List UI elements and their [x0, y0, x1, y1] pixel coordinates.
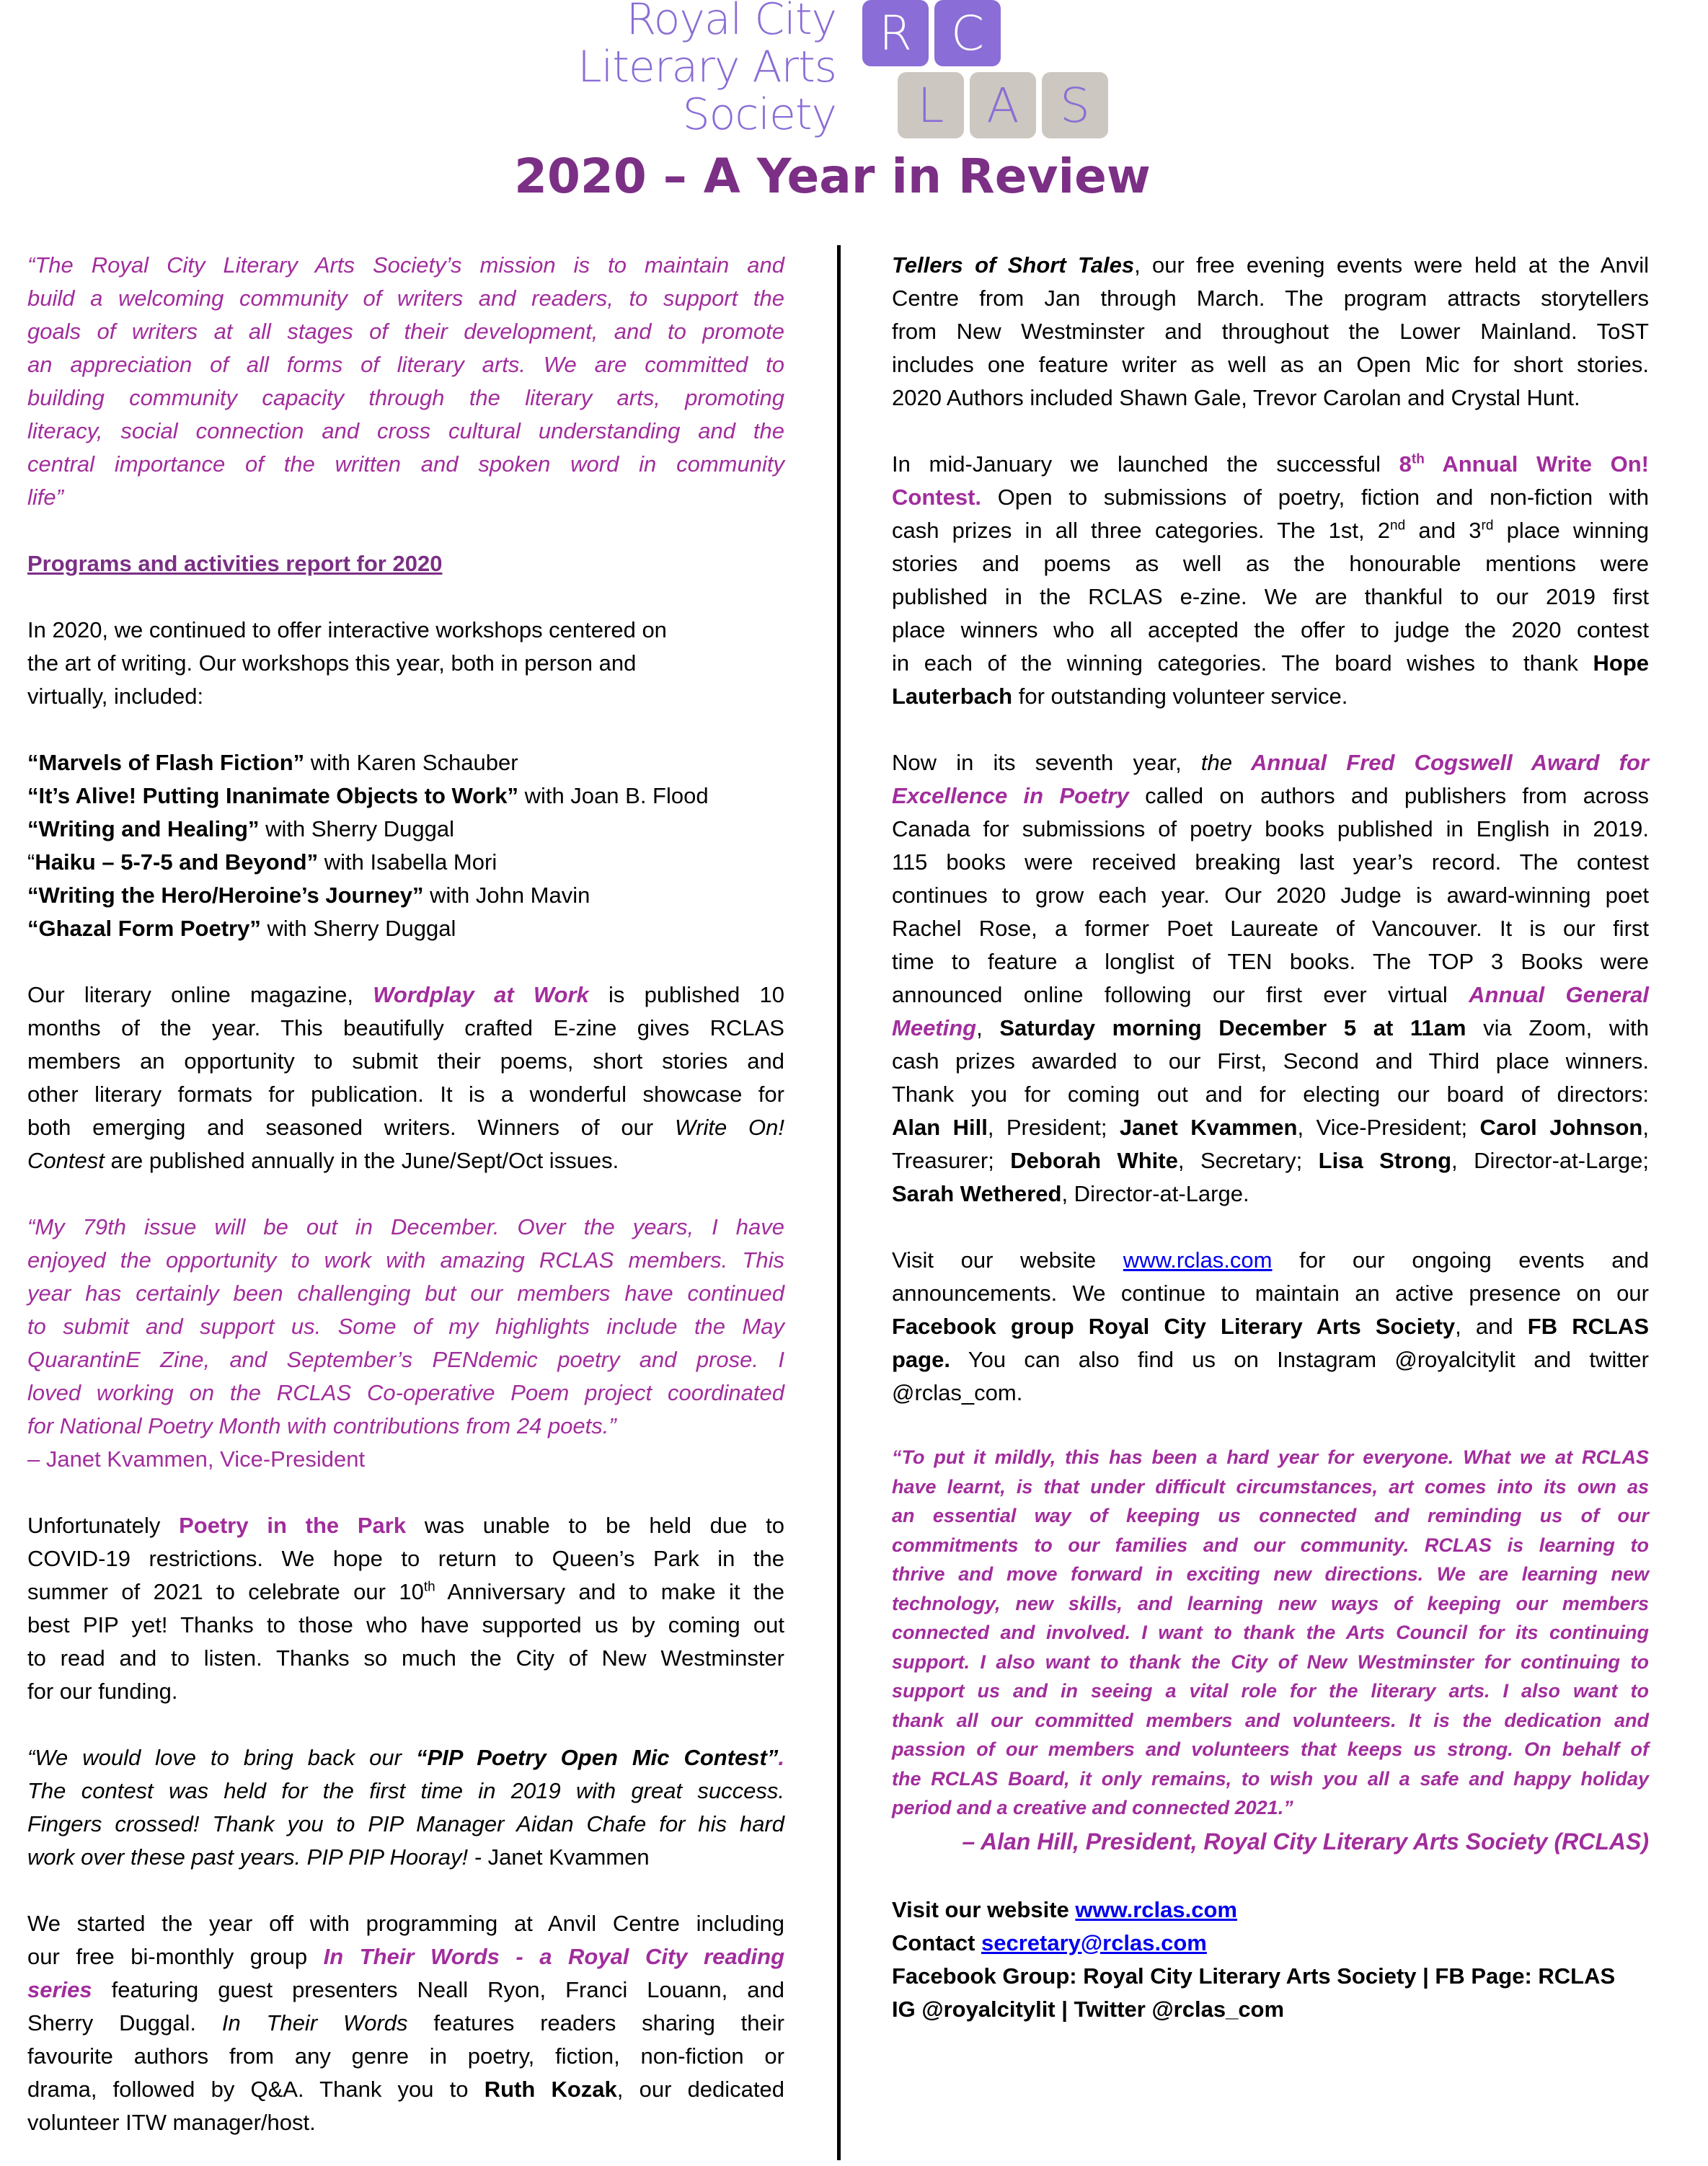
- quote-line: enjoyed the opportunity to work with amazing RCLAS members. This: [27, 1247, 784, 1273]
- workshop-presenter: with Joan B. Flood: [518, 783, 709, 808]
- paragraph-line: 115 books were received breaking last year’s record. The contest: [892, 849, 1649, 875]
- workshop-title: “Marvels of Flash Fiction”: [27, 750, 305, 775]
- quote-line: support us and in seeing a vital role for the literary arts. I also want to: [892, 1680, 1649, 1702]
- text: work over these past years. PIP PIP Hooray! -: [27, 1844, 488, 1870]
- quote-line: [27, 1841, 784, 1874]
- board-member-name: Alan Hill: [892, 1115, 988, 1140]
- quote-line: to submit and support us. Some of my highlights include the May: [27, 1314, 784, 1339]
- board-line: [892, 1177, 1649, 1211]
- paragraph-line: [27, 1940, 784, 1973]
- workshop-title: “Ghazal Form Poetry”: [27, 916, 261, 941]
- logo-tile-l: L: [898, 72, 964, 138]
- section-heading: [27, 547, 784, 580]
- text: place winning: [1493, 518, 1649, 543]
- text: In mid-January we launched the successful: [892, 451, 1399, 477]
- quote-line: passion of our members and volunteers that keeps us strong. On behalf of: [892, 1738, 1649, 1760]
- board-member-role: , Director-at-Large.: [1061, 1181, 1249, 1206]
- quote-line: have learnt, is that under difficult circumstances, art comes into its own as: [892, 1475, 1649, 1498]
- workshop-title: “Writing the Hero/Heroine’s Journey”: [27, 883, 424, 908]
- itw-paragraph: [27, 1907, 784, 2139]
- text: both emerging and seasoned writers. Winners of our: [27, 1115, 675, 1140]
- volunteer-name: Lauterbach: [892, 684, 1013, 709]
- text: drama, followed by Q&A. Thank you to: [27, 2077, 484, 2102]
- workshop-title: Haiku – 5-7-5 and Beyond”: [35, 849, 319, 875]
- paragraph-line: [27, 1575, 784, 1609]
- text: ,: [976, 1015, 1000, 1040]
- text: .: [778, 1745, 784, 1770]
- text: features readers sharing their: [407, 2010, 784, 2035]
- paragraph-line: [892, 1012, 1649, 1045]
- text: Our literary online magazine,: [27, 982, 373, 1007]
- logo-line: Society: [682, 89, 836, 140]
- quote-line: support. I also want to thank the City of New Westminster for continuing to: [892, 1650, 1649, 1673]
- paragraph-line: volunteer ITW manager/host.: [27, 2110, 316, 2135]
- mission-line: life”: [27, 485, 63, 510]
- paragraph-line: from New Westminster and throughout the Lower Mainland. ToST: [892, 319, 1649, 344]
- paragraph-line: continues to grow each year. Our 2020 Judge is award-winning poet: [892, 883, 1649, 908]
- quote-line: period and a creative and connected 2021.”: [892, 1797, 1293, 1818]
- pip-quote: [27, 1741, 784, 1874]
- paragraph-line: [892, 978, 1649, 1012]
- quote-attribution: – Janet Kvammen, Vice-President: [27, 1446, 366, 1472]
- quote-line: for National Poetry Month with contributions from 24 poets.”: [27, 1413, 616, 1438]
- paragraph-line: stories and poems as well as the honourable mentions were: [892, 551, 1649, 576]
- board-member-role: , Secretary;: [1177, 1148, 1319, 1173]
- workshop-item: [27, 912, 784, 945]
- mission-statement: [27, 249, 784, 514]
- logo-tile-c: C: [934, 0, 1001, 66]
- paragraph-line: place winners who all accepted the offer to judge the 2020 contest: [892, 617, 1649, 642]
- ordinal-suffix: nd: [1390, 518, 1406, 534]
- paragraph-line: [27, 2073, 784, 2106]
- workshop-presenter: with Isabella Mori: [318, 849, 497, 875]
- logo-tile-r: R: [862, 0, 929, 66]
- ordinal-suffix: th: [1411, 451, 1425, 467]
- board-member-role: , President;: [987, 1115, 1120, 1140]
- paragraph-line: [27, 1973, 784, 2007]
- magazine-paragraph: [27, 978, 784, 1177]
- volunteer-name: Hope: [1593, 650, 1649, 676]
- workshop-item: [27, 846, 784, 879]
- workshop-presenter: with Sherry Duggal: [260, 916, 456, 941]
- meeting-name: Annual General: [1469, 982, 1649, 1007]
- text: cash prizes in all three categories. The 1st, 2: [892, 518, 1391, 543]
- workshop-title: “It’s Alive! Putting Inanimate Objects to Work”: [27, 783, 518, 808]
- board-member-role: , Vice-President;: [1297, 1115, 1480, 1140]
- paragraph-line: [892, 448, 1649, 481]
- writeon-paragraph: [892, 448, 1649, 713]
- event-name: Poetry in the Park: [179, 1513, 407, 1538]
- workshops-intro: [27, 614, 784, 713]
- quote-line: an essential way of keeping us connected and reminding us of our: [892, 1505, 1649, 1526]
- paragraph-line: [27, 1144, 784, 1177]
- text: Anniversary and to make it the: [435, 1579, 784, 1604]
- paragraph-line: @rclas_com.: [892, 1380, 1023, 1405]
- paragraph-line: [892, 1310, 1649, 1343]
- text: announced online following our first ever virtual: [892, 982, 1469, 1007]
- text: are published annually in the June/Sept/Oct issues.: [104, 1148, 619, 1173]
- paragraph-line: cash prizes awarded to our First, Second and Third place winners.: [892, 1048, 1649, 1074]
- logo-tile-s: S: [1042, 72, 1108, 138]
- paragraph-line: [892, 249, 1649, 282]
- text: Visit our website: [892, 1896, 1076, 1922]
- quote-line: “My 79th issue will be out in December. Over the years, I have: [27, 1214, 784, 1239]
- paragraph-line: [892, 1244, 1649, 1277]
- paragraph-line: to read and to listen. Thanks so much the City of New Westminster: [27, 1645, 784, 1671]
- paragraph-line: best PIP yet! Thanks to those who have supported us by coming out: [27, 1612, 784, 1637]
- workshop-item: [27, 779, 784, 813]
- text: Contact: [892, 1929, 981, 1955]
- paragraph-line: [892, 514, 1649, 547]
- facebook-group: Facebook group Royal City Literary Arts Society: [892, 1314, 1456, 1339]
- president-signature: – Alan Hill, President, Royal City Literary Arts Society (RCLAS): [962, 1828, 1649, 1855]
- cogswell-paragraph: [892, 746, 1649, 1211]
- website-paragraph: [892, 1244, 1649, 1410]
- paragraph-line: Centre from Jan through March. The program attracts storytellers: [892, 286, 1649, 311]
- paragraph-line: other literary formats for publication. It is a wonderful showcase for: [27, 1082, 784, 1107]
- paragraph-line: [27, 1509, 784, 1542]
- meeting-date: Saturday morning December 5 at 11am: [999, 1015, 1466, 1040]
- logo-wordmark: [578, 0, 836, 138]
- text: our free bi-monthly group: [27, 1944, 324, 1969]
- quote-line: year has certainly been challenging but our members have continued: [27, 1281, 784, 1306]
- workshop-presenter: with Sherry Duggal: [259, 816, 455, 841]
- mission-line: building community capacity through the literary arts, promoting: [27, 385, 784, 410]
- contact-website: [892, 1893, 1649, 1927]
- intro-line: the art of writing. Our workshops this year, both in person and: [27, 650, 637, 676]
- website-link[interactable]: www.rclas.com: [1123, 1247, 1273, 1273]
- quote-line: commitments to our families and our community. RCLAS is learning to: [892, 1534, 1649, 1556]
- mission-line: “The Royal City Literary Arts Society’s mission is to maintain and: [27, 252, 784, 278]
- paragraph-line: published in the RCLAS e-zine. We are thankful to our 2019 first: [892, 584, 1649, 609]
- mission-line: an appreciation of all forms of literary arts. We are committed to: [27, 352, 784, 377]
- president-quote: [892, 1443, 1649, 1823]
- series-name: series: [27, 1977, 92, 2002]
- workshop-presenter: with Karen Schauber: [304, 750, 518, 775]
- mission-line: goals of writers at all stages of their development, and to promote: [27, 319, 784, 344]
- board-member-name: Lisa Strong: [1318, 1148, 1452, 1173]
- paragraph-line: members an opportunity to submit their poems, short stories and: [27, 1048, 784, 1074]
- quote-line: [27, 1741, 784, 1774]
- email-link[interactable]: secretary@rclas.com: [981, 1929, 1207, 1955]
- text: called on authors and publishers from across: [1128, 783, 1649, 808]
- text: Open to submissions of poetry, fiction and non-fiction with: [981, 485, 1649, 510]
- text: in each of the winning categories. The board wishes to thank: [892, 650, 1593, 676]
- logo-line: Literary Arts: [578, 42, 836, 92]
- ezine-quote: [27, 1211, 784, 1443]
- paragraph-line: [27, 978, 784, 1012]
- text: , our free evening events were held at the Anvil: [1134, 252, 1649, 278]
- text: , and: [1455, 1314, 1528, 1339]
- contest-name: Contest: [27, 1148, 105, 1173]
- contact-social: IG @royalcitylit | Twitter @rclas_com: [892, 1996, 1285, 2022]
- contest-name: Write On!: [674, 1115, 784, 1140]
- paragraph-line: 2020 Authors included Shawn Gale, Trevor Carolan and Crystal Hunt.: [892, 385, 1580, 410]
- quote-attribution: Janet Kvammen: [487, 1844, 650, 1870]
- quote-line: the RCLAS Board, it only remains, to wish you all a safe and happy holiday: [892, 1767, 1649, 1790]
- contact-facebook: Facebook Group: Royal City Literary Arts Society | FB Page: RCLAS: [892, 1963, 1616, 1989]
- paragraph-line: Canada for submissions of poetry books published in English in 2019.: [892, 816, 1649, 841]
- text: for outstanding volunteer service.: [1012, 684, 1348, 709]
- facebook-page: page.: [892, 1347, 950, 1372]
- column-divider: [837, 245, 841, 2160]
- intro-line: In 2020, we continued to offer interactive workshops centered on: [27, 617, 667, 642]
- contest-name: “PIP Poetry Open Mic Contest”: [415, 1745, 779, 1770]
- text: summer of 2021 to celebrate our 10: [27, 1579, 424, 1604]
- board-member-role: Treasurer;: [892, 1148, 1011, 1173]
- intro-line: virtually, included:: [27, 684, 204, 709]
- meeting-name: Meeting: [892, 1015, 977, 1040]
- contest-name: Annual Write On!: [1424, 451, 1649, 477]
- paragraph-line: [892, 746, 1649, 779]
- quote-line: thank all our committed members and volunteers. It is the dedication and: [892, 1709, 1649, 1731]
- logo-line: Royal City: [626, 0, 836, 45]
- paragraph-line: [892, 481, 1649, 514]
- paragraph-line: includes one feature writer as well as an Open Mic for short stories.: [892, 352, 1649, 377]
- board-member-name: Sarah Wethered: [892, 1181, 1062, 1206]
- text: is published 10: [588, 982, 784, 1007]
- series-name: In Their Words - a Royal City reading: [323, 1944, 784, 1969]
- workshop-presenter: with John Mavin: [423, 883, 590, 908]
- workshop-item: [27, 813, 784, 846]
- text: , our dedicated: [616, 2077, 785, 2102]
- ordinal-suffix: rd: [1481, 518, 1494, 534]
- website-link[interactable]: www.rclas.com: [1075, 1896, 1237, 1922]
- paragraph-line: We started the year off with programming at Anvil Centre including: [27, 1911, 784, 1936]
- paragraph-line: for our funding.: [27, 1679, 178, 1704]
- text: Visit our website: [892, 1247, 1123, 1273]
- text: You can also find us on Instagram @royalcitylit and twitter: [950, 1347, 1649, 1372]
- text: “We would love to bring back our: [27, 1745, 416, 1770]
- page-title: [0, 149, 1708, 204]
- paragraph-line: [892, 1343, 1649, 1376]
- paragraph-line: [892, 647, 1649, 680]
- workshop-open-quote: “: [27, 849, 35, 875]
- paragraph-line: [27, 2007, 784, 2040]
- paragraph-line: Rachel Rose, a former Poet Laureate of Vancouver. It is our first: [892, 916, 1649, 941]
- workshop-title: “Writing and Healing”: [27, 816, 260, 841]
- quote-line: The contest was held for the first time in 2019 with great success.: [27, 1778, 784, 1803]
- text: Now in its seventh year,: [892, 750, 1201, 775]
- text: was unable to be held due to: [406, 1513, 784, 1538]
- quote-line: thrive and move forward in exciting new directions. We are learning new: [892, 1563, 1649, 1585]
- board-member-name: Deborah White: [1010, 1148, 1178, 1173]
- text: the: [1200, 750, 1232, 775]
- page-title-text: 2020 – A Year in Review: [514, 149, 1151, 204]
- text: Unfortunately: [27, 1513, 180, 1538]
- board-member-role: , Director-at-Large;: [1451, 1148, 1650, 1173]
- text: for our ongoing events and: [1272, 1247, 1649, 1273]
- quote-line: connected and involved. I want to thank the Arts Council for its continuing: [892, 1622, 1649, 1643]
- paragraph-line: [892, 779, 1649, 813]
- text: featuring guest presenters Neall Ryon, Franci Louann, and: [92, 1977, 784, 2002]
- paragraph-line: COVID-19 restrictions. We hope to return to Queen’s Park in the: [27, 1546, 784, 1571]
- volunteer-name: Ruth Kozak: [484, 2077, 617, 2102]
- section-heading-text: Programs and activities report for 2020: [27, 551, 443, 576]
- workshop-item: [27, 746, 784, 779]
- paragraph-line: [27, 1111, 784, 1144]
- right-column: [892, 249, 1649, 2026]
- board-member-name: Janet Kvammen: [1119, 1115, 1298, 1140]
- quote-line: loved working on the RCLAS Co-operative Poem project coordinated: [27, 1380, 784, 1405]
- quote-line: QuarantinE Zine, and September’s PENdemic poetry and prose. I: [27, 1347, 784, 1372]
- ordinal-suffix: th: [423, 1579, 435, 1595]
- quote-line: technology, new skills, and learning new ways of keeping our members: [892, 1592, 1649, 1614]
- paragraph-line: favourite authors from any genre in poetry, fiction, non-fiction or: [27, 2043, 784, 2069]
- text: Sherry Duggal.: [27, 2010, 222, 2035]
- logo-tile-a: A: [970, 72, 1036, 138]
- event-name: Tellers of Short Tales: [892, 252, 1135, 278]
- award-name: Annual Fred Cogswell Award for: [1231, 750, 1649, 775]
- left-column: [27, 249, 784, 2139]
- mission-line: build a welcoming community of writers and readers, to support the: [27, 286, 784, 311]
- paragraph-line: months of the year. This beautifully crafted E-zine gives RCLAS: [27, 1015, 784, 1040]
- board-member-role: ,: [1642, 1115, 1649, 1140]
- board-member-name: Carol Johnson: [1479, 1115, 1643, 1140]
- workshop-item: [27, 879, 784, 912]
- text: via Zoom, with: [1466, 1015, 1649, 1040]
- series-name: In Their Words: [221, 2010, 408, 2035]
- board-line: [892, 1111, 1649, 1144]
- text: and 3: [1405, 518, 1482, 543]
- facebook-page: FB RCLAS: [1527, 1314, 1649, 1339]
- contact-block: [892, 1893, 1649, 2026]
- mission-line: literacy, social connection and cross cultural understanding and the: [27, 418, 784, 443]
- pip-paragraph: [27, 1509, 784, 1708]
- board-line: [892, 1144, 1649, 1177]
- award-name: Excellence in Poetry: [892, 783, 1129, 808]
- workshop-list: [27, 746, 784, 945]
- paragraph-line: announcements. We continue to maintain an active presence on our: [892, 1281, 1649, 1306]
- quote-line: Fingers crossed! Thank you to PIP Manager Aidan Chafe for his hard: [27, 1811, 784, 1836]
- paragraph-line: time to feature a longlist of TEN books. The TOP 3 Books were: [892, 949, 1649, 974]
- tost-paragraph: [892, 249, 1649, 415]
- contact-email: [892, 1927, 1649, 1960]
- quote-line: “To put it mildly, this has been a hard year for everyone. What we at RCLAS: [892, 1446, 1649, 1468]
- magazine-name: Wordplay at Work: [373, 982, 589, 1007]
- contest-name: 8: [1399, 451, 1412, 477]
- paragraph-line: Thank you for coming out and for electing our board of directors:: [892, 1082, 1649, 1107]
- contest-name: Contest.: [892, 485, 981, 510]
- mission-line: central importance of the written and spoken word in community: [27, 451, 784, 477]
- paragraph-line: [892, 680, 1649, 713]
